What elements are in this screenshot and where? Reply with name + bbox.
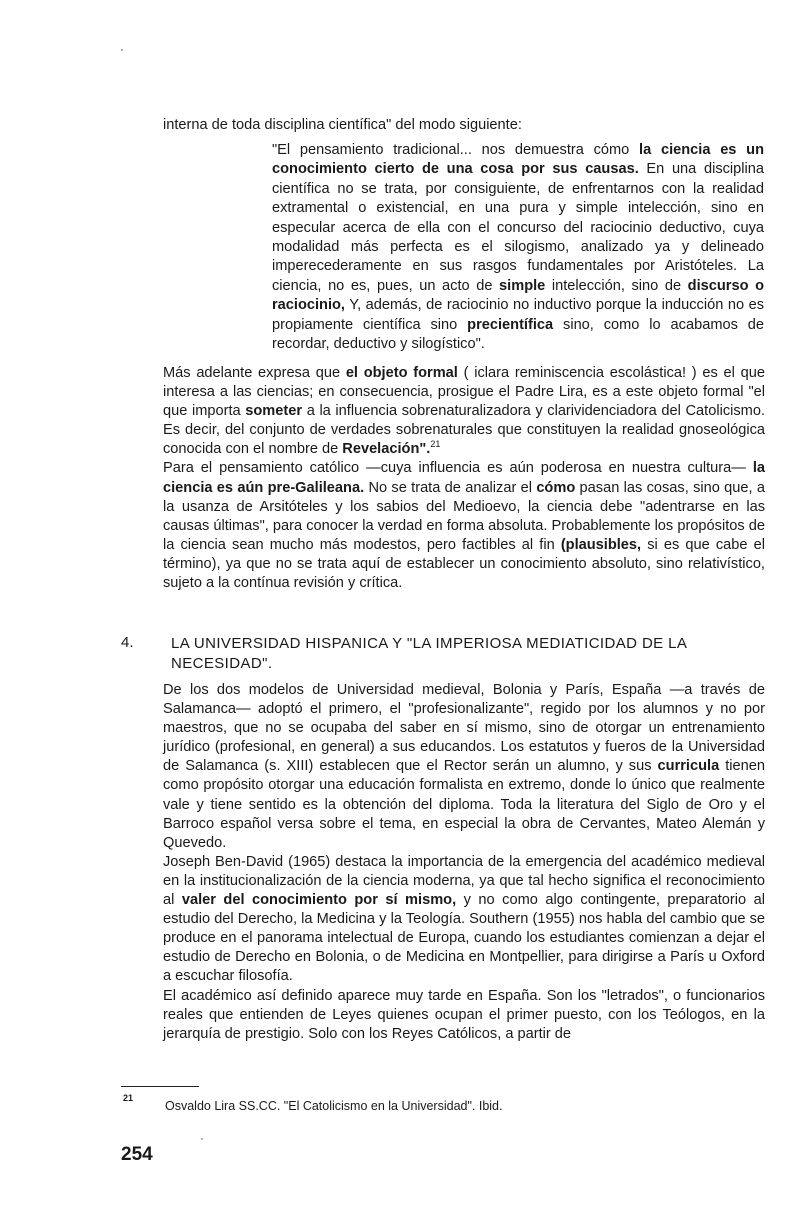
body-emphasis: someter bbox=[245, 403, 303, 420]
section-number: 4. bbox=[121, 634, 134, 651]
footnote-text: Osvaldo Lira SS.CC. "El Catolicismo en la Universidad". Ibid. bbox=[165, 1099, 503, 1113]
page-number: 254 bbox=[121, 1144, 153, 1165]
body-text: Más adelante expresa que bbox=[163, 365, 346, 381]
quote-text: Y, además, de raciocinio no inductivo porque la inducción no es propiamente científica sino bbox=[272, 297, 764, 333]
footnote-reference: 21 bbox=[430, 439, 441, 450]
body-text: a la influencia sobrenaturalizadora y clarividenciadora del Catolicismo. Es decir, del conjunto de verdades sobrenaturales que constituyen la realidad gnoseológica conocida con el nombre de bbox=[163, 403, 765, 458]
body-text: De los dos modelos de Universidad medieval, Bolonia y París, España —a través de Salamanca— adoptó el primero, el "profesionalizante", regido por los alumnos y no por maestros, que no se ocupaba del saber en sí mismo, sino de otorgar un entrenamiento jurídico (profesional, en general) a sus educandos. Los estatutos y fueros de la Universidad de Salamanca (s. XIII) establecen que el Rector serán un alumno, y sus bbox=[163, 682, 765, 775]
quote-emphasis: la ciencia es un conocimiento cierto de una cosa por sus causas. bbox=[272, 142, 765, 178]
quote-text: "El pensamiento tradicional... nos demuestra cómo bbox=[272, 142, 640, 158]
scan-speck bbox=[121, 49, 123, 51]
quote-emphasis: simple bbox=[499, 277, 546, 294]
quote-text: En una disciplina científica no se trata, por consiguiente, de enfrentarnos con la realidad extramental o existencial, en una pura y simple intelección, sino en especular acerca de ella con el concurso del raciocinio deductivo, cuya modalidad más perfecta es el silogismo, analizado ya y delineado imperecederamente en sus rasgos fundamentales por Aristóteles. La ciencia, no es, pues, un acto de bbox=[272, 161, 764, 294]
body-text: ( iclara reminiscencia escolástica! ) es el que interesa a las ciencias; en consecuencia, prosigue el Padre Lira, es a este objeto formal "el que importa bbox=[163, 365, 765, 420]
body-emphasis: el objeto formal bbox=[345, 365, 458, 381]
footnote-divider bbox=[121, 1086, 199, 1087]
body-emphasis: cómo bbox=[536, 479, 576, 496]
intro-line: interna de toda disciplina científica" del modo siguiente: bbox=[163, 117, 522, 133]
scan-speck bbox=[201, 1138, 203, 1140]
body-emphasis: la ciencia es aún pre-Galileana. bbox=[163, 460, 765, 496]
body-text: Joseph Ben-David (1965) destaca la importancia de la emergencia del académico medieval en la institucionalización de la ciencia moderna, ya que tal hecho significa el reconocimiento al bbox=[163, 853, 765, 909]
body-text: tienen como propósito otorgar una educación formalista en extremo, donde lo único que realmente vale y tiene sentido es la obtención del diploma. Toda la literatura del Siglo de Oro y el Barroco español versa sobre el tema, en especial la obra de Cervantes, Mateo Alemán y Quevedo. bbox=[163, 758, 765, 851]
body-emphasis: valer del conocimiento por sí mismo, bbox=[181, 892, 457, 909]
quote-emphasis: precientífica bbox=[467, 316, 554, 333]
block-quote bbox=[272, 141, 764, 354]
footnote-number: 21 bbox=[123, 1093, 134, 1103]
paragraph-universidad bbox=[163, 681, 765, 1044]
body-emphasis: Revelación". bbox=[342, 441, 431, 458]
body-text: Para el pensamiento católico —cuya influencia es aún poderosa en nuestra cultura— bbox=[163, 460, 753, 477]
body-text: No se trata de analizar el bbox=[364, 479, 537, 496]
section-heading: LA UNIVERSIDAD HISPANICA Y "LA IMPERIOSA MEDIATICIDAD DE LA NECESIDAD". bbox=[171, 635, 687, 672]
body-emphasis: (plausibles, bbox=[560, 536, 642, 553]
body-text: El académico así definido aparece muy tarde en España. Son los "letrados", o funcionarios reales que entienden de Leyes quienes ocupan el primer puesto, con los Teólogos, en la jerarquía de prestigio. Solo con los Reyes Católicos, a partir de bbox=[163, 987, 765, 1042]
quote-emphasis: discurso o raciocinio, bbox=[272, 277, 764, 314]
body-text: si es que cabe el término), ya que no se trata aquí de establecer un conocimiento absoluto, sino relativístico, sujeto a la contínua revisión y crítica. bbox=[163, 536, 765, 592]
body-emphasis: curricula bbox=[657, 758, 720, 775]
body-text: y no como algo contingente, preparatorio al estudio del Derecho, la Medicina y la Teología. Southern (1955) nos habla del cambio que se produce en el panorama intelectual de Europa, cuando los estudiantes comienzan a dejar el estudio de Derecho en Bolonia, o de Medicina en Montpellier, para dirigirse a París u Oxford a escuchar filosofía. bbox=[163, 892, 765, 985]
quote-text: intelección, sino de bbox=[545, 277, 688, 294]
paragraph-objeto-formal bbox=[163, 364, 765, 593]
quote-text: sino, como lo acabamos de recordar, deductivo y silogístico". bbox=[272, 316, 765, 353]
body-text: pasan las cosas, sino que, a la usanza de Arsitóteles y los sabios del Medioevo, la ciencia debe "adentrarse en las causas últimas", para conocer la verdad en forma absoluta. Probablemente los propósitos de la ciencia sean mucho más modestos, pero factibles al fin bbox=[163, 479, 766, 553]
